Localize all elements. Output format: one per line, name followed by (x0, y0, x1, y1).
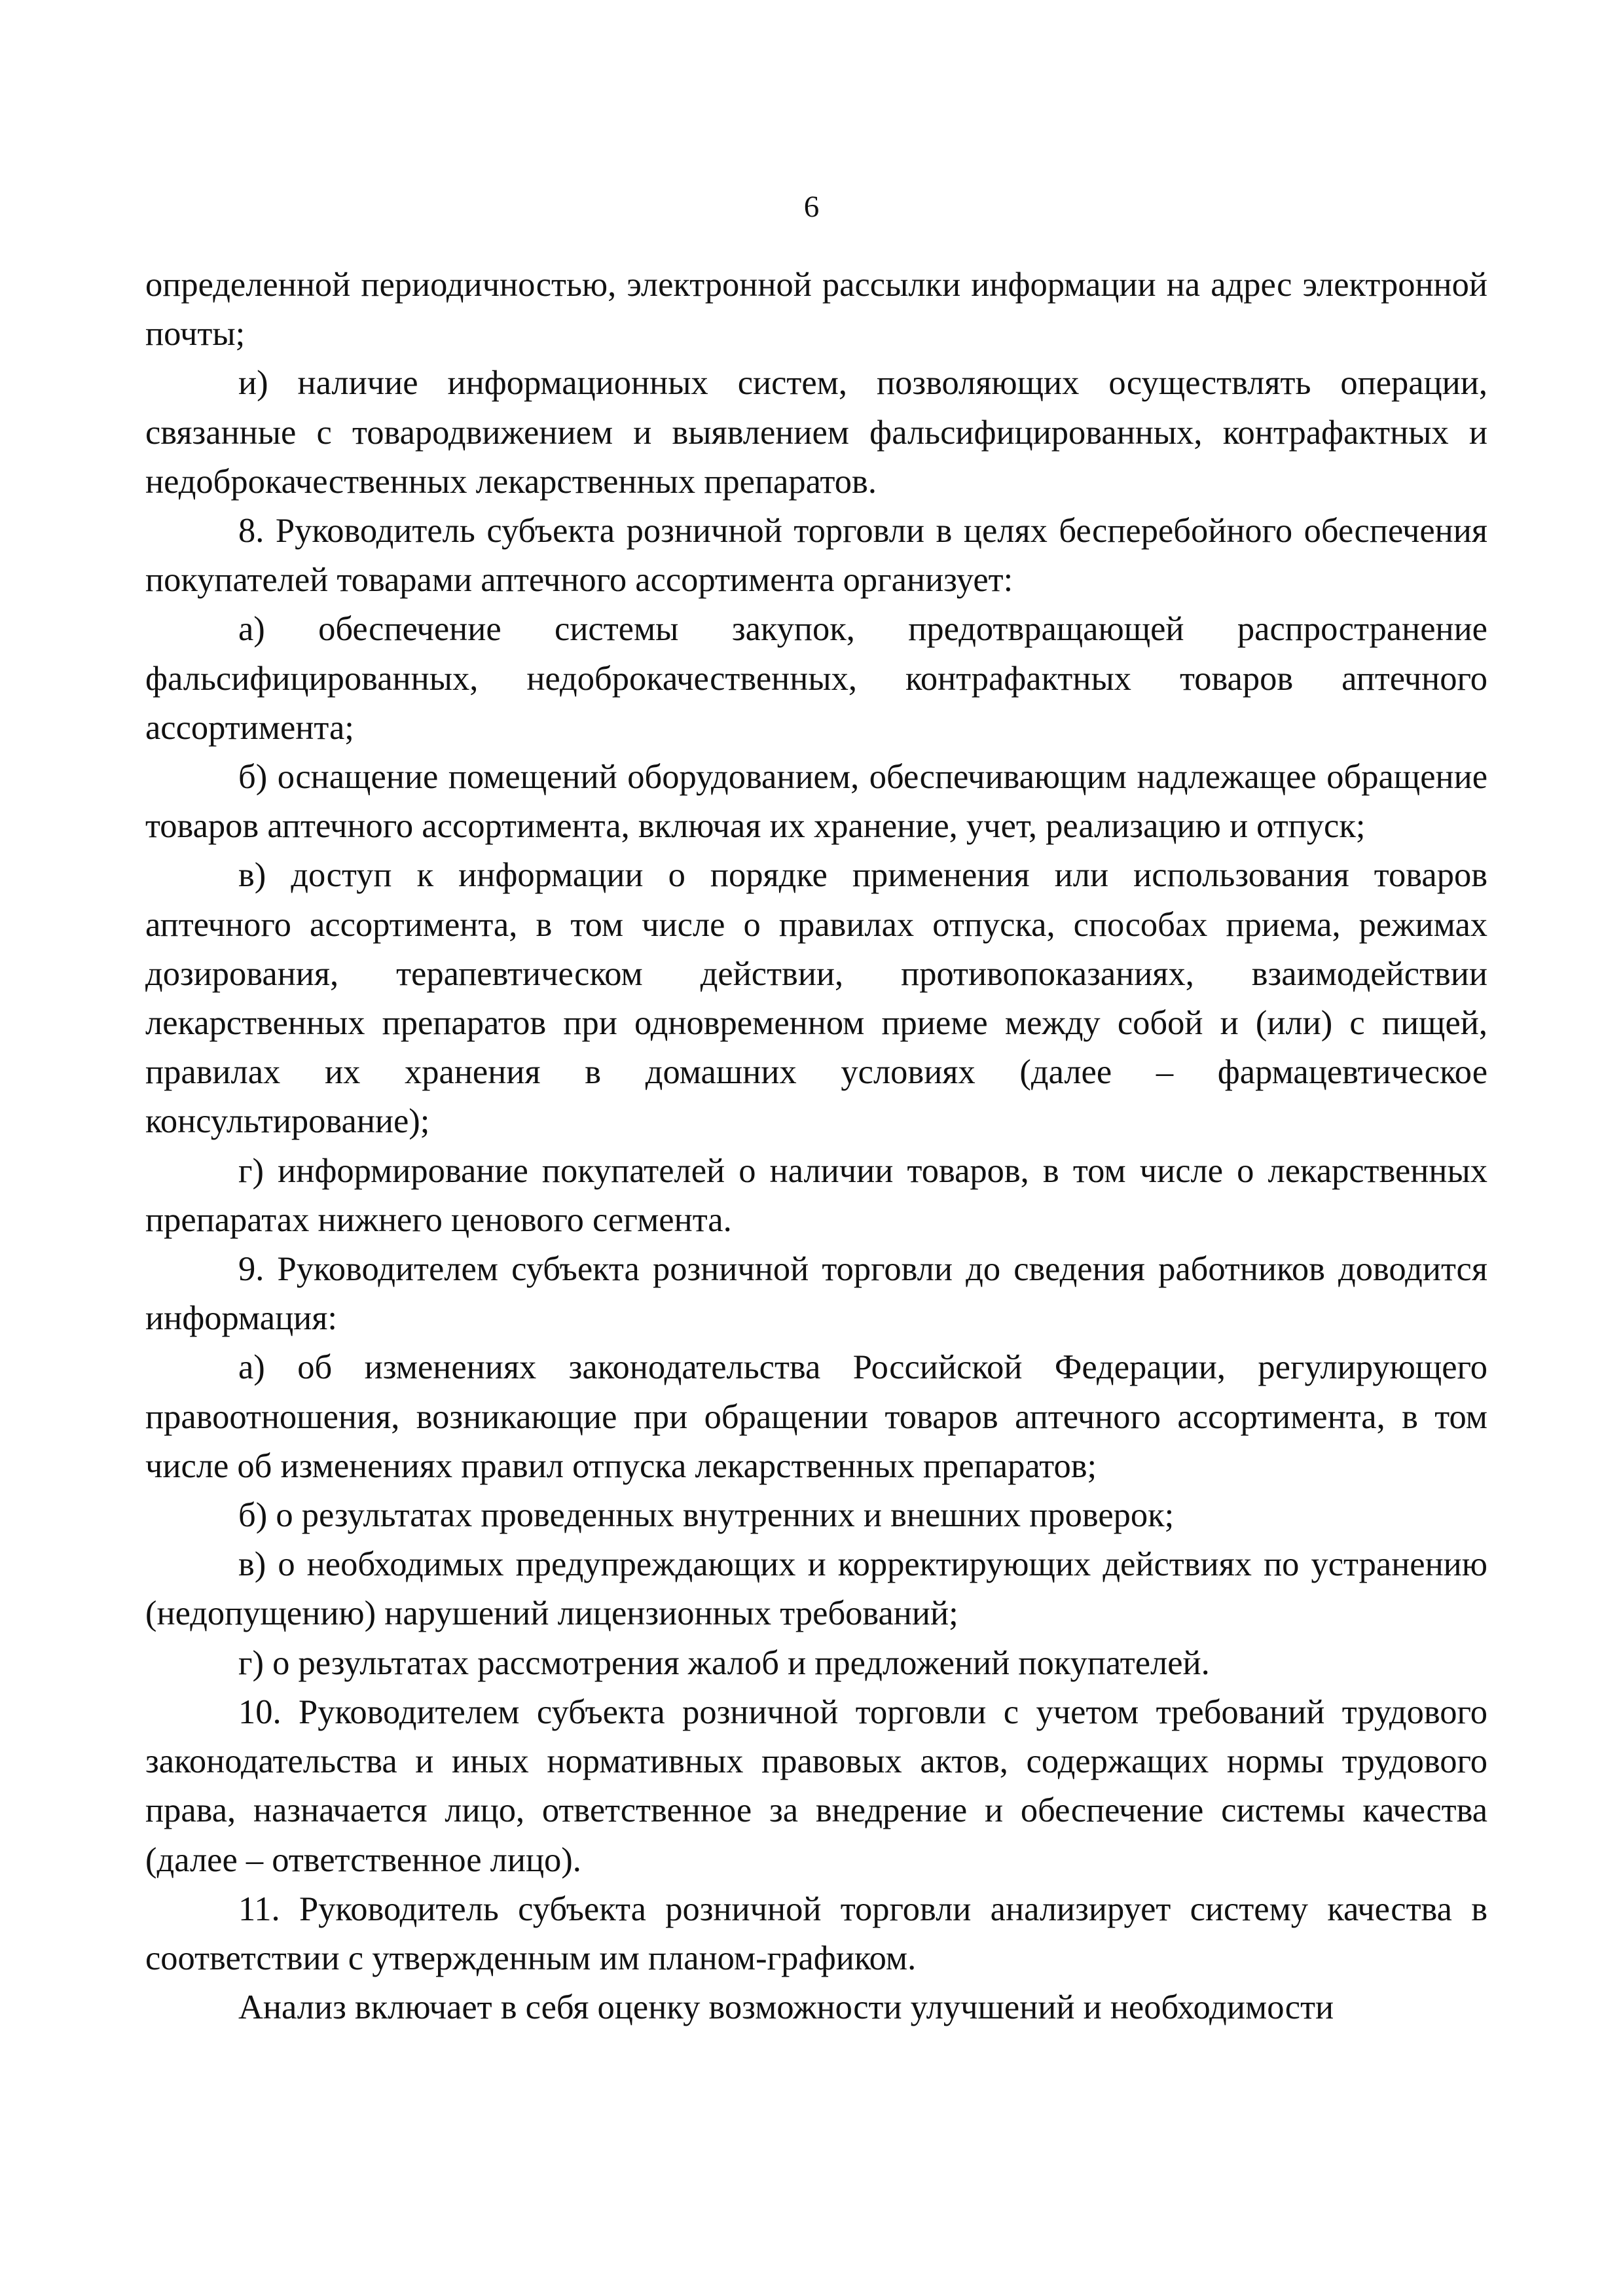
paragraph-analysis: Анализ включает в себя оценку возможности улучшений и необходимости (238, 1988, 1334, 2027)
paragraph-clause-8-b: б) оснащение помещений оборудованием, обеспечивающим надлежащее обращение товаров аптечного ассортимента, включая их хранение, учет, реализацию и отпуск; (145, 758, 1487, 846)
paragraph-clause-8-g: г) информирование покупателей о наличии товаров, в том числе о лекарственных препаратах нижнего ценового сегмента. (145, 1151, 1487, 1239)
paragraph-clause-9-a: а) об изменениях законодательства Российской Федерации, регулирующего правоотношения, возникающие при обращении товаров аптечного ассортимента, в том числе об изменениях правил отпуска лекарственных препаратов; (145, 1348, 1487, 1485)
paragraph-clause-9: 9. Руководителем субъекта розничной торговли до сведения работников доводится информация: (145, 1250, 1487, 1338)
paragraph-item-i: и) наличие информационных систем, позволяющих осуществлять операции, связанные с товародвижением и выявлением фальсифицированных, контрафактных и недоброкачественных лекарственных препаратов. (145, 364, 1487, 501)
paragraph-clause-9-v: в) о необходимых предупреждающих и корректирующих действиях по устранению (недопущению) нарушений лицензионных требований; (145, 1545, 1487, 1633)
paragraph-clause-9-g: г) о результатах рассмотрения жалоб и предложений покупателей. (238, 1643, 1210, 1682)
page-number: 6 (803, 190, 820, 224)
paragraph-clause-11: 11. Руководитель субъекта розничной торговли анализирует систему качества в соответствии с утвержденным им планом-графиком. (145, 1890, 1487, 1977)
paragraph-continuation: определенной периодичностью, электронной рассылки информации на адрес электронной почты; (145, 266, 1487, 353)
paragraph-clause-8: 8. Руководитель субъекта розничной торговли в целях бесперебойного обеспечения покупателей товарами аптечного ассортимента организует: (145, 512, 1487, 600)
paragraph-clause-8-v: в) доступ к информации о порядке применения или использования товаров аптечного ассортимента, в том числе о правилах отпуска, способах приема, режимах дозирования, терапевтическом действии, противопоказаниях, взаимодействии лекарственных препаратов при одновременном приеме между собой и (или) с пищей, правилах их хранения в домашних условиях (далее – фармацевтическое консультирование); (145, 856, 1487, 1141)
paragraph-clause-10: 10. Руководителем субъекта розничной торговли с учетом требований трудового законодательства и иных нормативных правовых актов, содержащих нормы трудового права, назначается лицо, ответственное за внедрение и обеспечение системы качества (далее – ответственное лицо). (145, 1693, 1487, 1879)
paragraph-clause-8-a: а) обеспечение системы закупок, предотвращающей распространение фальсифицированных, недоброкачественных, контрафактных товаров аптечного ассортимента; (145, 610, 1487, 747)
document-body (145, 260, 1487, 2032)
paragraph-clause-9-b: б) о результатах проведенных внутренних и внешних проверок; (238, 1496, 1175, 1535)
